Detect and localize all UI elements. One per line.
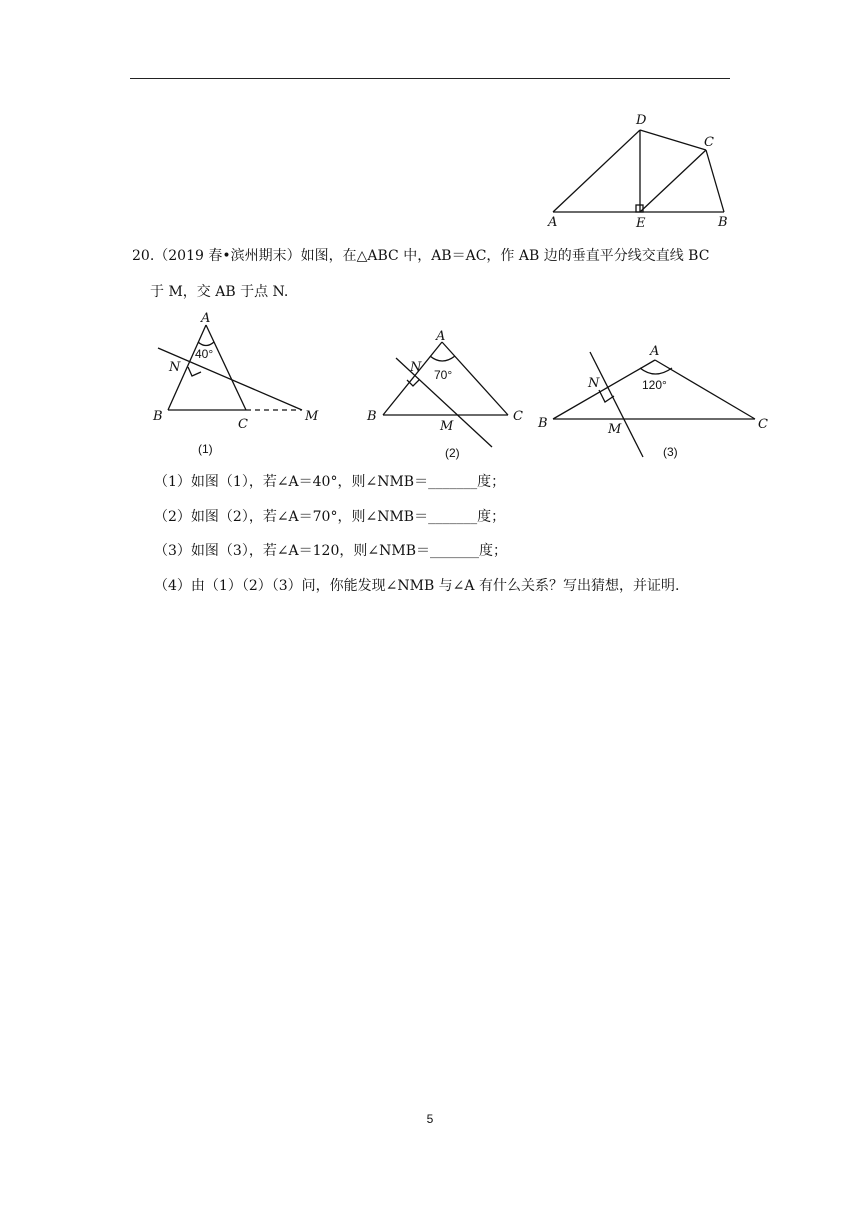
label-b: B: [367, 409, 377, 424]
label-m: M: [608, 422, 622, 437]
label-n: N: [588, 376, 600, 391]
label-c: C: [704, 135, 714, 150]
problem-statement-line2: 于 M，交 AB 于点 N.: [150, 284, 289, 300]
angle-label: 40°: [195, 347, 214, 361]
figure-caption: (1): [198, 442, 213, 456]
problem-statement-line1: 20.（2019 春•滨州期末）如图，在△ABC 中，AB＝AC，作 AB 边的垂直平分线交直线 BC: [132, 248, 710, 264]
figure-3: [0, 0, 860, 470]
page-number: 5: [426, 1112, 434, 1126]
label-c: C: [758, 417, 768, 432]
label-d: D: [636, 113, 647, 128]
perpendicular-bisector: [590, 352, 643, 457]
label-m: M: [440, 419, 454, 434]
question-1: （1）如图（1），若∠A＝40°，则∠NMB＝_______度；: [154, 474, 506, 490]
label-c: C: [238, 417, 248, 432]
angle-arc: [640, 368, 672, 374]
label-a: A: [201, 311, 211, 326]
angle-label: 120°: [642, 378, 667, 392]
label-a: A: [650, 344, 660, 359]
label-b: B: [153, 409, 163, 424]
label-m: M: [305, 409, 319, 424]
question-3: （3）如图（3），若∠A＝120，则∠NMB＝_______度；: [154, 543, 507, 559]
label-c: C: [513, 409, 523, 424]
segment-ab: [553, 360, 655, 419]
figure-caption: (3): [663, 445, 678, 459]
question-2: （2）如图（2），若∠A＝70°，则∠NMB＝_______度；: [154, 509, 506, 525]
label-n: N: [169, 360, 181, 375]
angle-label: 70°: [434, 368, 453, 382]
figure-caption: (2): [445, 446, 460, 460]
question-4: （4）由（1）（2）（3）问，你能发现∠NMB 与∠A 有什么关系？写出猜想，并证明.: [154, 578, 680, 594]
label-b: B: [718, 215, 728, 230]
label-b: B: [538, 416, 548, 431]
label-a: A: [548, 215, 558, 230]
label-n: N: [410, 360, 422, 375]
label-e: E: [636, 216, 646, 231]
label-a: A: [436, 329, 446, 344]
